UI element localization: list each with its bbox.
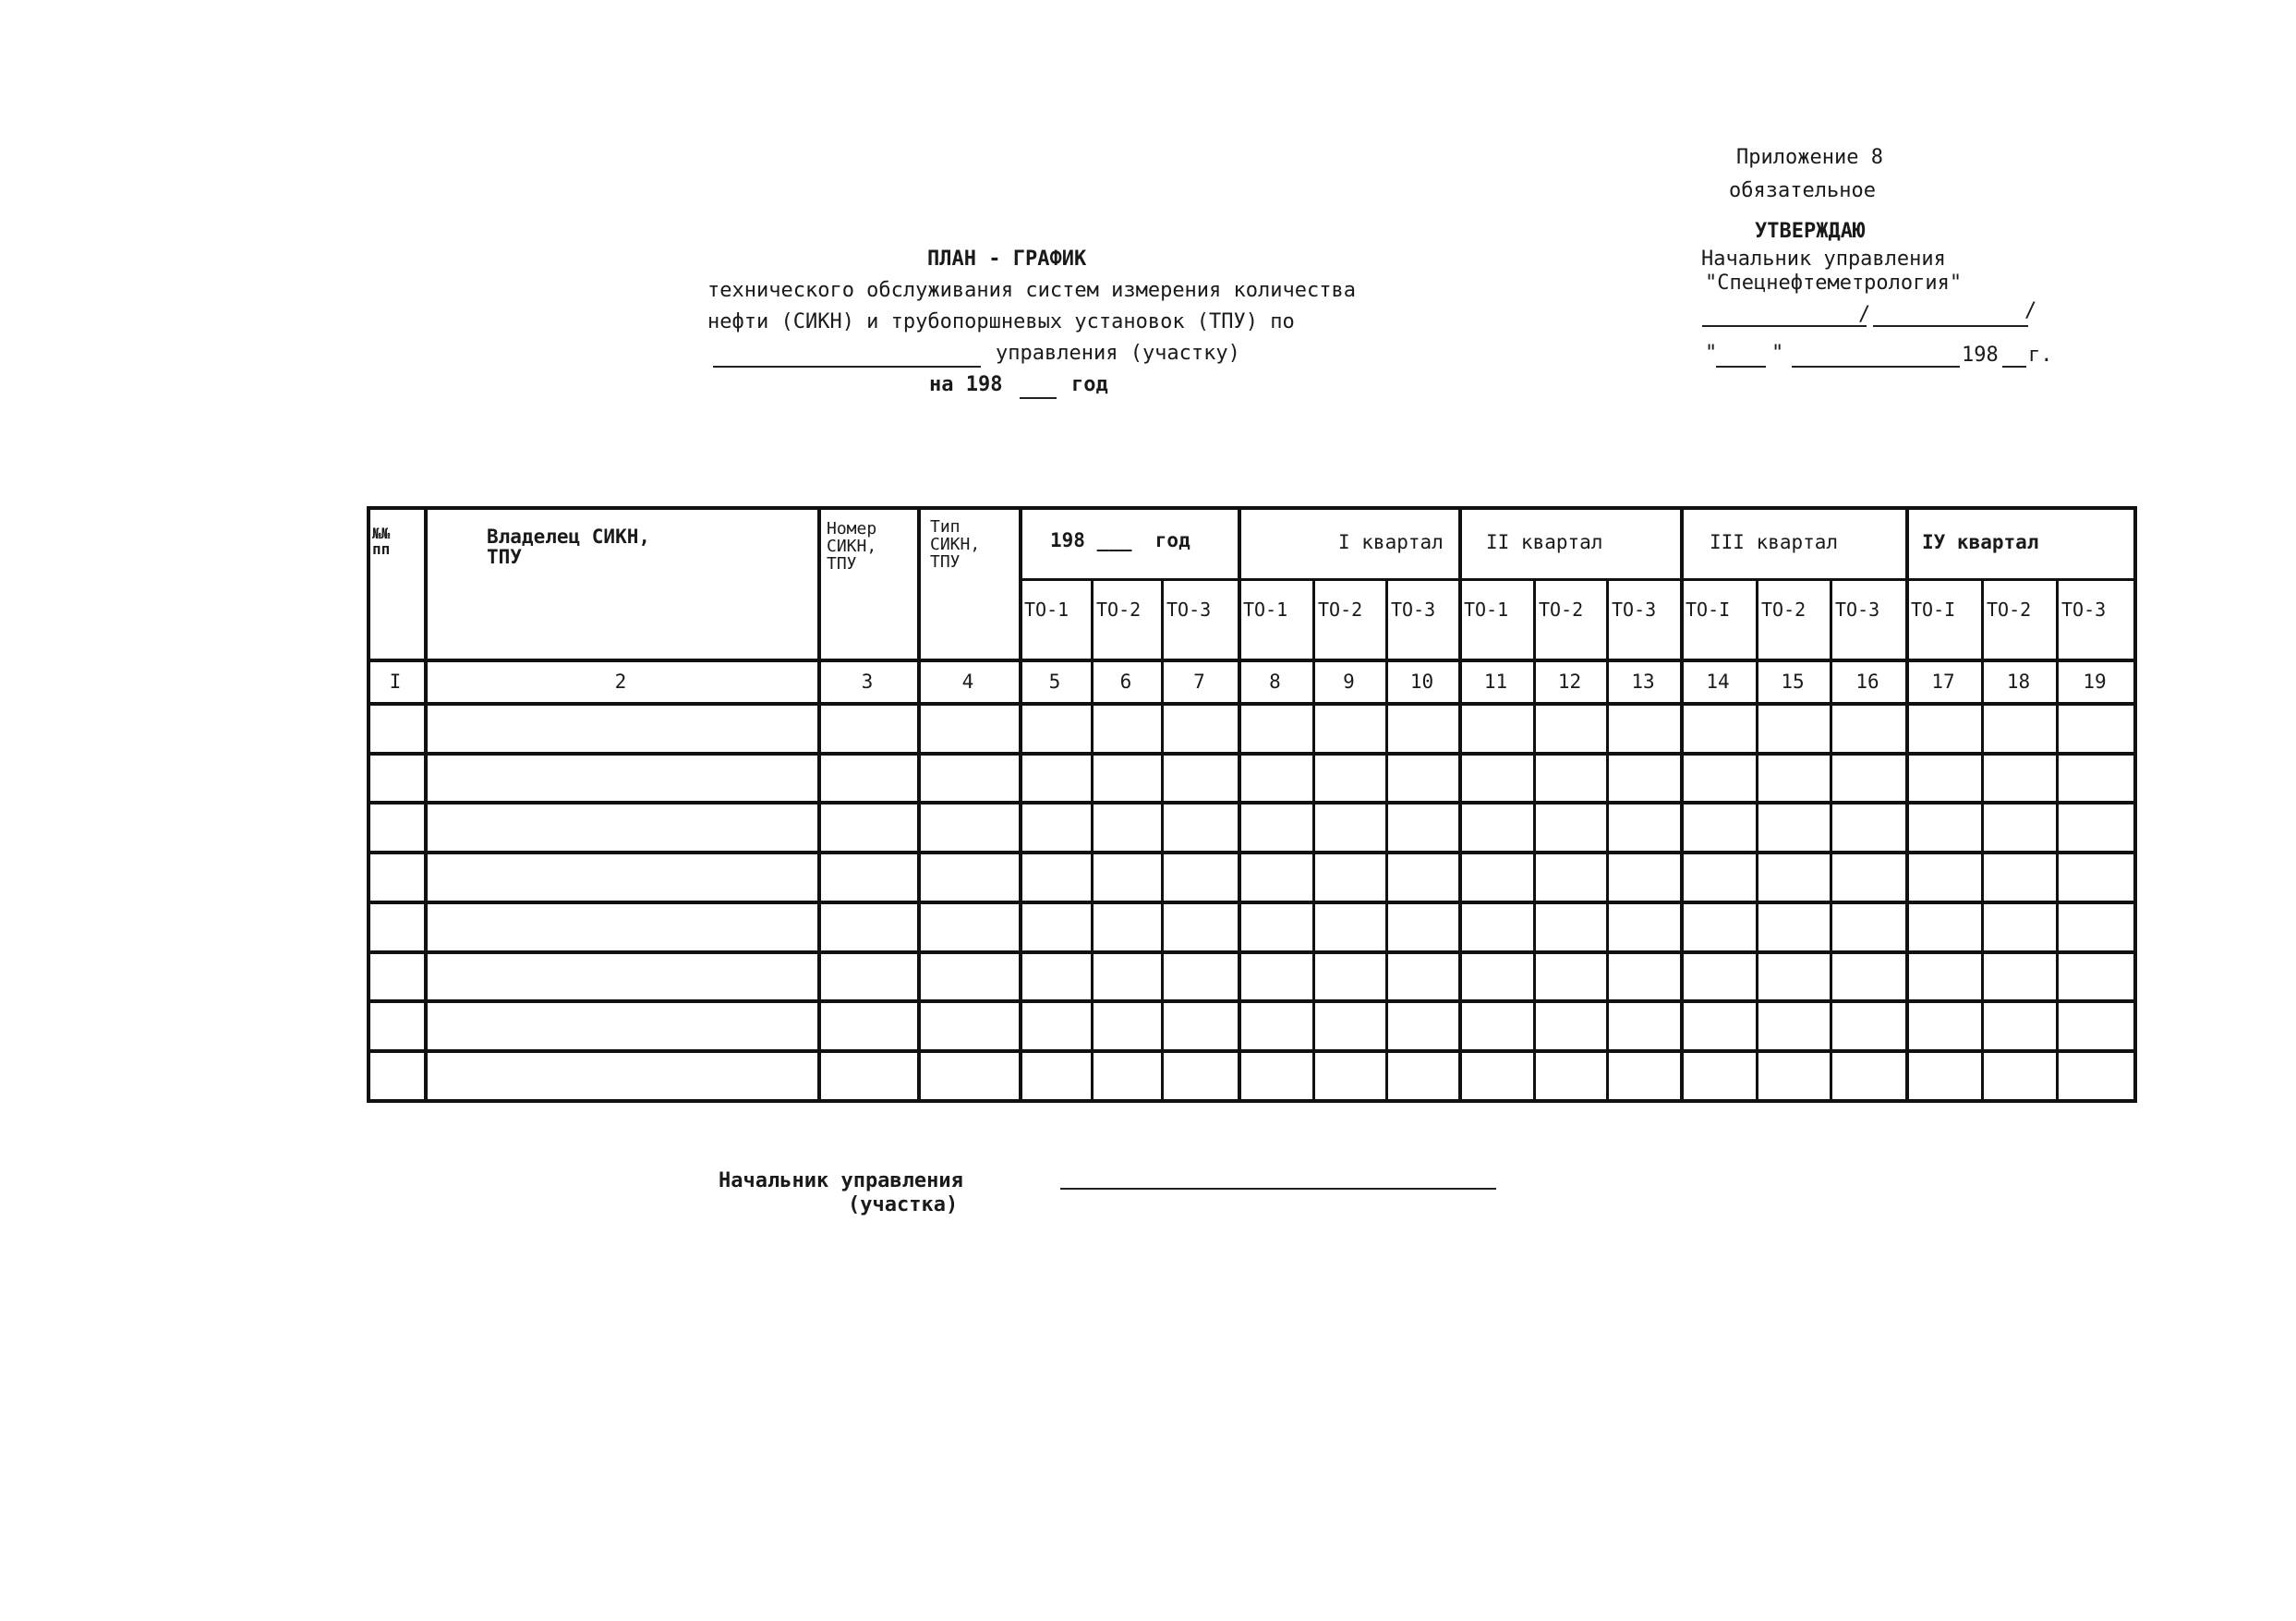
- table-vline: [817, 506, 821, 1103]
- header-q2: II квартал: [1486, 531, 1603, 553]
- subheader-2: ТО-2: [1096, 599, 1142, 621]
- department-blank-line: [713, 366, 981, 368]
- table-vline: [367, 506, 370, 1103]
- table-vline: [1312, 578, 1315, 1103]
- table-vline: [1830, 578, 1832, 1103]
- signature-slash-2: /: [2024, 299, 2037, 322]
- table-hline: [367, 801, 2133, 804]
- subheader-8: ТО-2: [1539, 599, 1584, 621]
- column-number-5: 5: [1048, 671, 1061, 693]
- column-number-2: 2: [614, 671, 627, 693]
- table-hline: [367, 851, 2133, 854]
- footer-signature-line: [1060, 1188, 1496, 1190]
- table-vline: [2133, 506, 2137, 1103]
- table-hline: [367, 1099, 2133, 1103]
- table-hline: [367, 999, 2133, 1003]
- header-year: 198 ___ год: [1050, 529, 1190, 551]
- subheader-7: ТО-1: [1464, 599, 1509, 621]
- subheader-5: ТО-2: [1318, 599, 1363, 621]
- column-number-3: 3: [861, 671, 874, 693]
- column-number-12: 12: [1557, 671, 1582, 693]
- table-subheader-line: [1019, 578, 2133, 581]
- title-year-suffix: год: [1071, 373, 1108, 396]
- approval-organization: "Спецнефтеметрология": [1705, 272, 1963, 295]
- table-vline: [1161, 578, 1164, 1103]
- subheader-6: ТО-3: [1391, 599, 1436, 621]
- table-hline: [367, 659, 2133, 662]
- subheader-4: ТО-1: [1243, 599, 1288, 621]
- title-year-prefix: на 198: [929, 373, 1003, 396]
- document-title: ПЛАН - ГРАФИК: [927, 248, 1087, 271]
- subheader-10: ТО-I: [1686, 599, 1731, 621]
- table-vline: [1238, 506, 1241, 1103]
- footer-position: Начальник управления: [719, 1169, 963, 1192]
- date-quote-close: ": [1771, 342, 1784, 365]
- subheader-14: ТО-2: [1987, 599, 2032, 621]
- table-vline: [1905, 506, 1909, 1103]
- subheader-13: ТО-I: [1911, 599, 1956, 621]
- table-hline: [367, 506, 2133, 510]
- header-q1: I квартал: [1338, 531, 1444, 553]
- column-number-15: 15: [1781, 671, 1805, 693]
- date-month-line: [1792, 366, 1960, 368]
- column-number-10: 10: [1409, 671, 1434, 693]
- header-num: №№ пп: [372, 525, 391, 558]
- column-number-18: 18: [2006, 671, 2031, 693]
- header-q3: III квартал: [1710, 531, 1839, 553]
- table-vline: [1756, 578, 1758, 1103]
- table-vline: [1680, 506, 1684, 1103]
- title-year-blank: [1020, 397, 1057, 399]
- date-year-prefix: 198: [1962, 344, 1999, 367]
- subheader-1: ТО-1: [1024, 599, 1069, 621]
- column-number-1: I: [389, 671, 402, 693]
- table-vline: [1019, 506, 1022, 1103]
- appendix-title: Приложение 8: [1736, 146, 1883, 169]
- column-number-7: 7: [1193, 671, 1205, 693]
- table-vline: [917, 506, 921, 1103]
- subheader-9: ТО-3: [1612, 599, 1657, 621]
- footer-section: (участка): [848, 1193, 959, 1216]
- table-vline: [424, 506, 428, 1103]
- table-vline: [2056, 578, 2059, 1103]
- table-vline: [1091, 578, 1094, 1103]
- signature-line-1: [1702, 325, 1867, 327]
- header-q4: IУ квартал: [1922, 531, 2039, 553]
- table-vline: [1981, 578, 1984, 1103]
- column-number-4: 4: [961, 671, 974, 693]
- title-line-4: управления (участку): [996, 342, 1240, 365]
- column-number-17: 17: [1931, 671, 1955, 693]
- column-number-13: 13: [1631, 671, 1655, 693]
- title-line-3: нефти (СИКН) и трубопоршневых установок (ТПУ) по: [707, 310, 1295, 333]
- subheader-12: ТО-3: [1835, 599, 1880, 621]
- column-number-14: 14: [1706, 671, 1730, 693]
- subheader-3: ТО-3: [1166, 599, 1212, 621]
- appendix-mandatory: обязательное: [1729, 179, 1876, 202]
- column-number-6: 6: [1119, 671, 1132, 693]
- approval-position: Начальник управления: [1701, 248, 1946, 271]
- header-type: Тип СИКН, ТПУ: [930, 517, 981, 572]
- column-number-11: 11: [1483, 671, 1508, 693]
- date-year-line: [2002, 366, 2026, 368]
- column-number-19: 19: [2083, 671, 2107, 693]
- signature-line-2: [1873, 325, 2028, 327]
- table-hline: [367, 702, 2133, 706]
- table-vline: [1606, 578, 1609, 1103]
- signature-slash-1: /: [1858, 303, 1871, 326]
- title-line-2: технического обслуживания систем измерения количества: [707, 279, 1356, 302]
- table-vline: [1458, 506, 1462, 1103]
- approval-heading: УТВЕРЖДАЮ: [1755, 220, 1866, 243]
- date-year-suffix: г.: [2028, 344, 2053, 367]
- column-number-8: 8: [1269, 671, 1281, 693]
- date-quote-open: ": [1705, 342, 1718, 365]
- subheader-15: ТО-3: [2061, 599, 2107, 621]
- maintenance-schedule-table: [367, 506, 2133, 1099]
- column-number-16: 16: [1855, 671, 1879, 693]
- column-number-9: 9: [1343, 671, 1355, 693]
- table-vline: [1385, 578, 1388, 1103]
- table-hline: [367, 950, 2133, 954]
- header-owner: Владелец СИКН, ТПУ: [487, 526, 651, 569]
- header-number: Номер СИКН, ТПУ: [827, 519, 877, 574]
- table-hline: [367, 752, 2133, 756]
- table-vline: [1533, 578, 1536, 1103]
- date-day-line: [1716, 366, 1766, 368]
- table-hline: [367, 1049, 2133, 1053]
- subheader-11: ТО-2: [1761, 599, 1807, 621]
- table-hline: [367, 901, 2133, 904]
